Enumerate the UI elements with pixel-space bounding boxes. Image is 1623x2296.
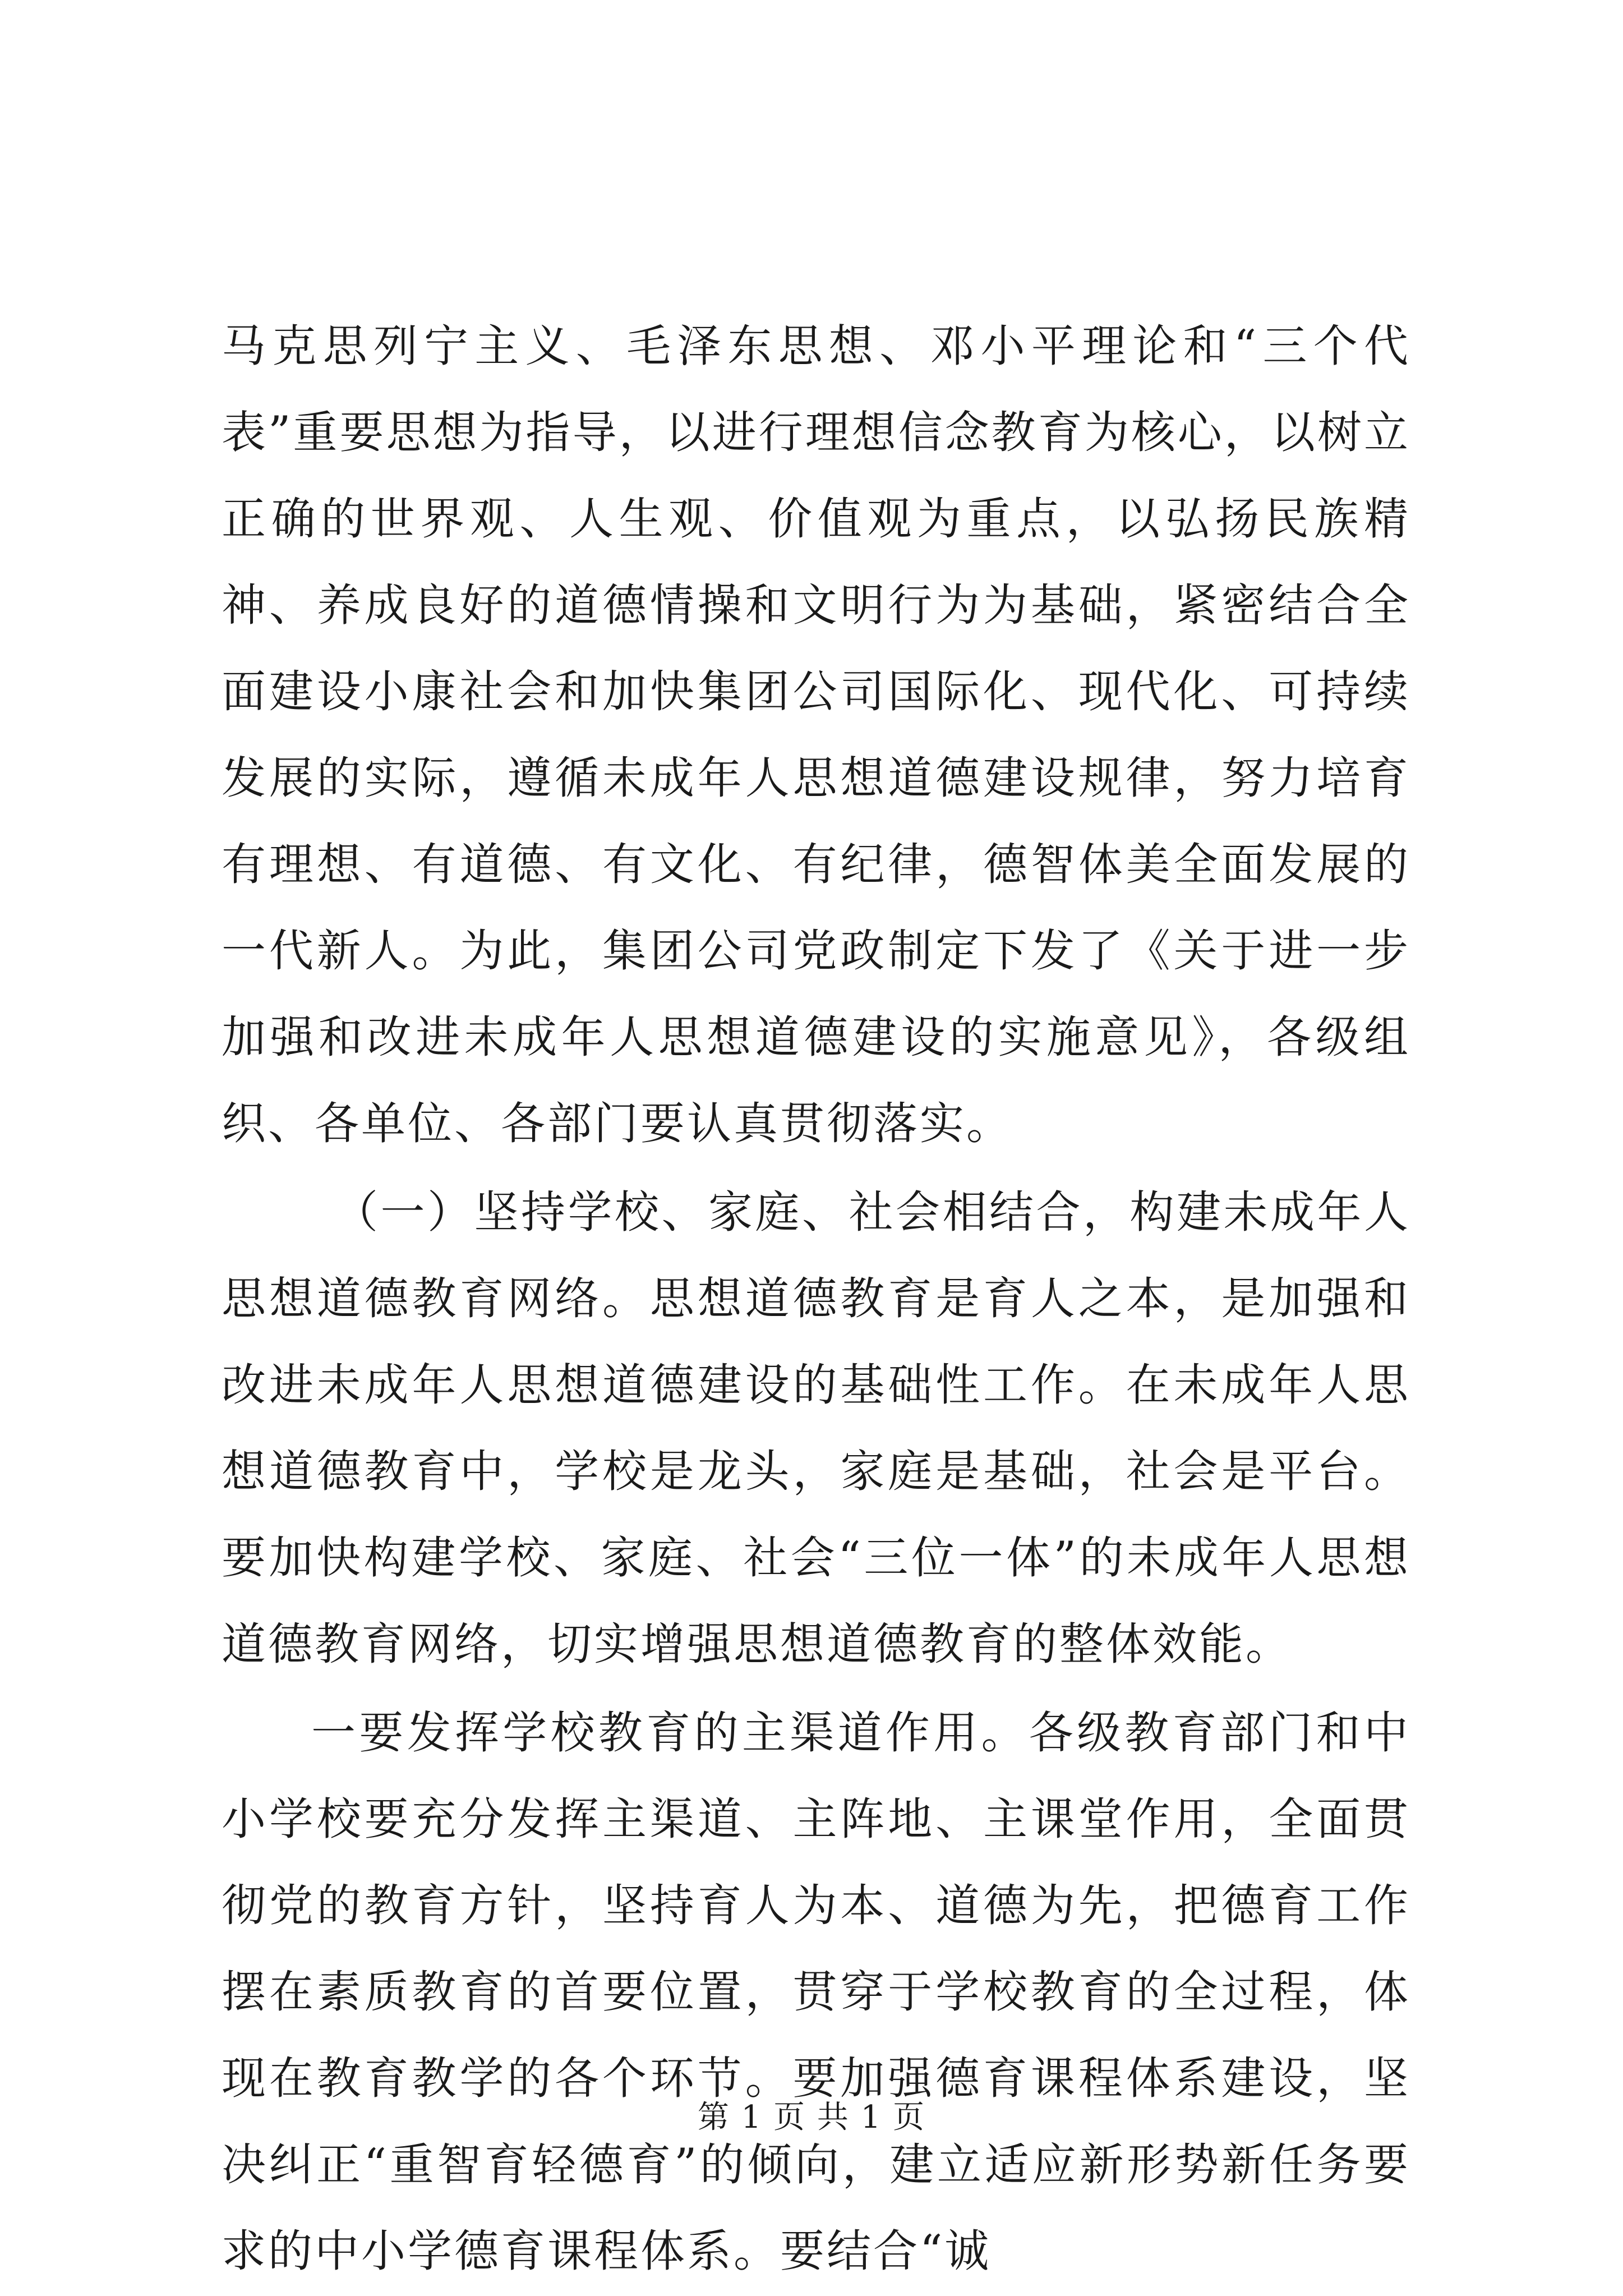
document-body: [222, 303, 1410, 2294]
page-footer: 第 1 页 共 1 页: [697, 2099, 926, 2136]
paragraph-section-one: （一）坚持学校、家庭、社会相结合，构建未成年人思想道德教育网络。思想道德教育是育人之本，是加强和改进未成年人思想道德建设的基础性工作。在未成年人思想道德教育中，学校是龙头，家庭是基础，社会是平台。要加快构建学校、家庭、社会“三位一体”的未成年人思想道德教育网络，切实增强思想道德教育的整体效能。: [222, 1186, 1410, 1670]
paragraph-school-education: 一要发挥学校教育的主渠道作用。各级教育部门和中小学校要充分发挥主渠道、主阵地、主课堂作用，全面贯彻党的教育方针，坚持育人为本、道德为先，把德育工作摆在素质教育的首要位置，贯穿于学校教育的全过程，体现在教育教学的各个环节。要加强德育课程体系建设，坚决纠正“重智育轻德育”的倾向，建立适应新形势新任务要求的中小学德育课程体系。要结合“诚: [222, 1707, 1410, 2277]
paragraph-continuation: 马克思列宁主义、毛泽东思想、邓小平理论和“三个代表”重要思想为指导，以进行理想信念教育为核心，以树立正确的世界观、人生观、价值观为重点，以弘扬民族精神、养成良好的道德情操和文明行为为基础，紧密结合全面建设小康社会和加快集团公司国际化、现代化、可持续发展的实际，遵循未成年人思想道德建设规律，努力培育有理想、有道德、有文化、有纪律，德智体美全面发展的一代新人。为此，集团公司党政制定下发了《关于进一步加强和改进未成年人思想道德建设的实施意见》，各级组织、各单位、各部门要认真贯彻落实。: [222, 320, 1410, 1149]
